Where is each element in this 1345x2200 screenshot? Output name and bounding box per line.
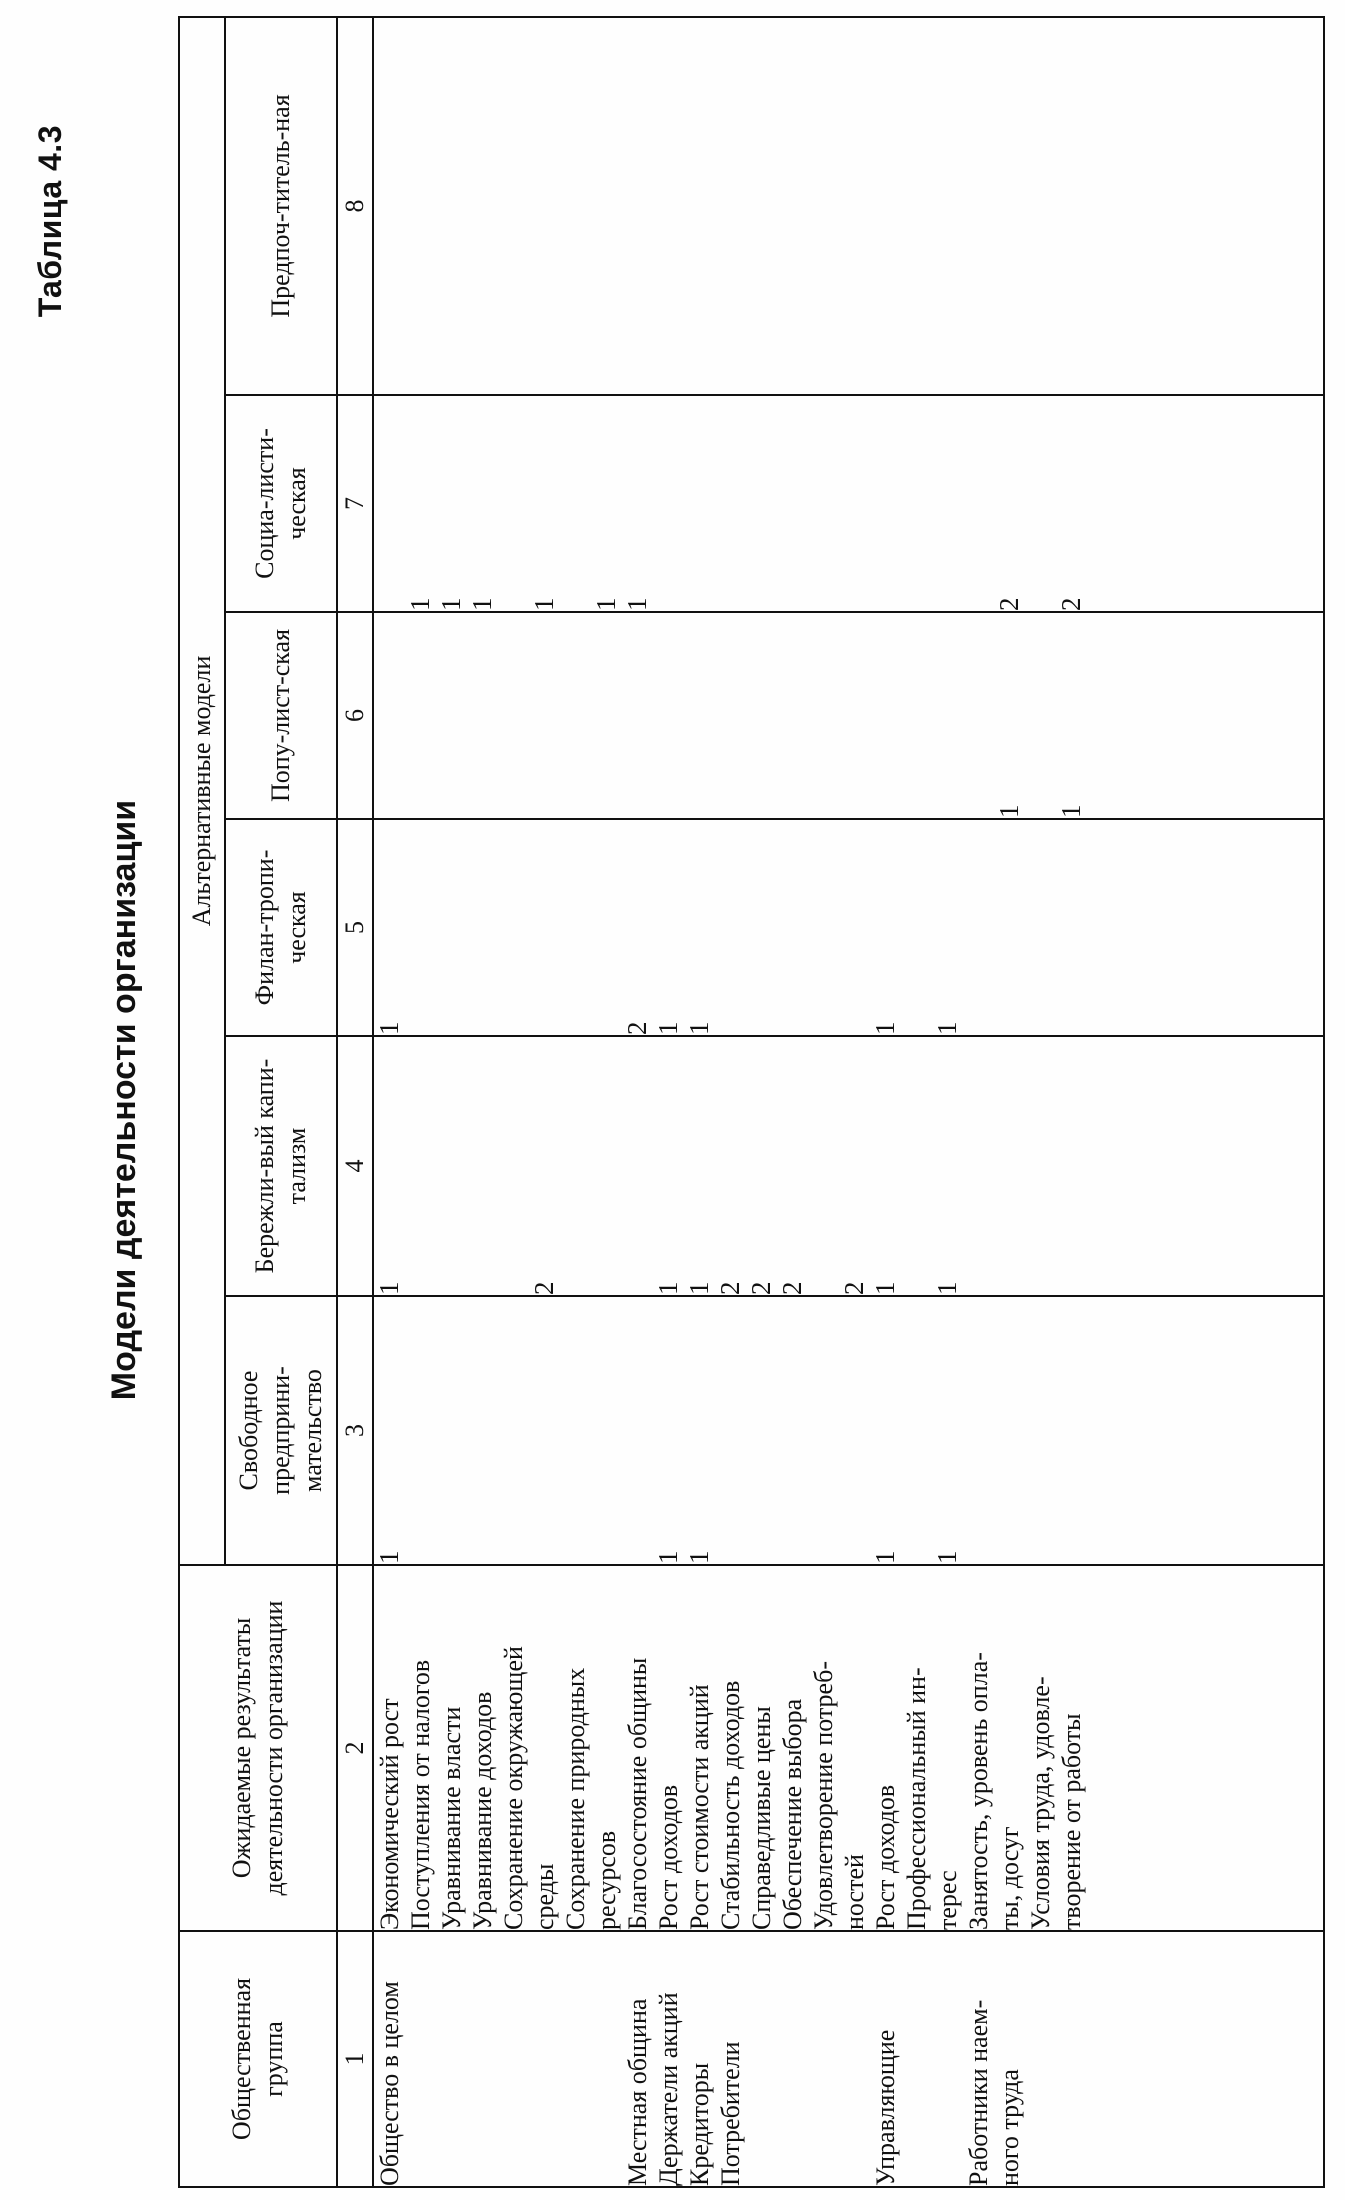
- model-value: [560, 396, 591, 611]
- header-alternative-models: Альтернативные модели: [179, 17, 225, 1565]
- model-value: [777, 18, 808, 394]
- header-model-thrifty-capitalism: Бережли-вый капи-тализм: [225, 1036, 337, 1296]
- model-value: [777, 396, 808, 611]
- model-value: 1: [993, 804, 1024, 818]
- model-value: [994, 1297, 1025, 1564]
- model-value: [684, 613, 715, 818]
- model-value: [901, 18, 932, 394]
- model-value: 1: [931, 1281, 962, 1295]
- model-value: [498, 1037, 529, 1295]
- model-value: 2: [1055, 597, 1086, 611]
- model-value: [963, 18, 994, 394]
- model-value: [746, 613, 777, 818]
- result-line: ностей: [839, 1854, 869, 1930]
- result-line: Сохранение природных: [560, 1667, 590, 1930]
- free-enterprise-values-column: [373, 1296, 1324, 1565]
- model-value: [839, 396, 870, 611]
- model-value: [1025, 613, 1056, 818]
- model-value: [808, 613, 839, 818]
- group-line: Потребители: [715, 2041, 745, 2186]
- model-value: 1: [869, 1550, 900, 1564]
- column-number: 3: [337, 1296, 373, 1565]
- result-line: Уравнивание доходов: [467, 1691, 497, 1930]
- column-number: 6: [337, 612, 373, 819]
- model-value: [808, 820, 839, 1035]
- model-value: [963, 1037, 994, 1295]
- model-value: [839, 613, 870, 818]
- group-line: Работники наем-: [963, 1999, 993, 2186]
- model-value: 1: [1055, 804, 1086, 818]
- group-line: Общество в целом: [374, 1981, 404, 2186]
- model-value: [715, 1297, 746, 1564]
- preferred-values-column: [373, 17, 1324, 395]
- group-line: [405, 1932, 436, 2186]
- model-value: [684, 18, 715, 394]
- result-line: Экономический рост: [374, 1698, 404, 1930]
- model-value: [622, 613, 653, 818]
- model-value: [746, 820, 777, 1035]
- model-value: 1: [404, 597, 435, 611]
- result-line: Обеспечение выбора: [777, 1698, 807, 1930]
- model-value: [1056, 18, 1087, 394]
- model-value: 1: [373, 1550, 404, 1564]
- column-number: 5: [337, 819, 373, 1036]
- result-line: Рост доходов: [653, 1784, 683, 1930]
- model-value: [622, 18, 653, 394]
- model-value: 1: [683, 1550, 714, 1564]
- group-line: [1056, 1932, 1087, 2186]
- header-row-top: [179, 17, 225, 2187]
- model-value: [932, 396, 963, 611]
- header-model-philanthropic: Филан-тропи-ческая: [225, 819, 337, 1036]
- model-value: [963, 820, 994, 1035]
- model-value: [839, 18, 870, 394]
- model-value: [963, 613, 994, 818]
- model-value: [374, 613, 405, 818]
- model-value: [591, 1297, 622, 1564]
- model-value: [498, 820, 529, 1035]
- model-value: [963, 396, 994, 611]
- model-value: [870, 18, 901, 394]
- table-title: Модели деятельности организации: [105, 799, 143, 1401]
- group-line: Кредиторы: [684, 2062, 714, 2186]
- model-value: [467, 1297, 498, 1564]
- result-line: Занятость, уровень опла-: [963, 1652, 993, 1930]
- model-value: 1: [652, 1550, 683, 1564]
- model-value: [591, 613, 622, 818]
- result-line: терес: [932, 1870, 962, 1930]
- group-line: ного труда: [994, 2069, 1024, 2186]
- model-value: [808, 396, 839, 611]
- model-value: 1: [683, 1021, 714, 1035]
- result-line: Уравнивание власти: [436, 1706, 466, 1930]
- model-value: [777, 820, 808, 1035]
- model-value: [746, 1297, 777, 1564]
- model-value: [653, 613, 684, 818]
- model-value: [653, 18, 684, 394]
- socialist-values-column: [373, 395, 1324, 612]
- model-value: [715, 613, 746, 818]
- model-value: 2: [838, 1281, 869, 1295]
- group-line: [1025, 1932, 1056, 2186]
- model-value: [591, 18, 622, 394]
- model-value: [808, 1297, 839, 1564]
- result-line: ресурсов: [591, 1830, 621, 1930]
- model-value: [498, 1297, 529, 1564]
- model-value: [1025, 18, 1056, 394]
- model-value: [901, 1297, 932, 1564]
- result-line: Удовлетворение потреб-: [808, 1661, 838, 1930]
- result-line: Поступления от налогов: [405, 1659, 435, 1930]
- model-value: [1025, 396, 1056, 611]
- group-line: [591, 1932, 622, 2186]
- model-value: [870, 613, 901, 818]
- result-line: ты, досуг: [994, 1826, 1024, 1930]
- result-line: Профессиональный ин-: [901, 1667, 931, 1930]
- model-value: [901, 396, 932, 611]
- model-value: [994, 18, 1025, 394]
- model-value: [994, 1037, 1025, 1295]
- model-value: [405, 1037, 436, 1295]
- model-value: 1: [590, 597, 621, 611]
- model-value: [994, 820, 1025, 1035]
- result-line: Сохранение окружающей: [498, 1646, 528, 1930]
- group-line: [901, 1932, 932, 2186]
- model-value: [839, 1297, 870, 1564]
- model-value: [777, 1297, 808, 1564]
- model-value: [436, 1037, 467, 1295]
- model-value: [467, 1037, 498, 1295]
- model-value: [498, 18, 529, 394]
- model-value: [1056, 1037, 1087, 1295]
- result-line: творение от работы: [1056, 1713, 1086, 1930]
- organization-models-table: [178, 16, 1325, 2188]
- model-value: [560, 18, 591, 394]
- column-number-row: [337, 17, 373, 2187]
- model-value: 1: [466, 597, 497, 611]
- model-value: [529, 820, 560, 1035]
- result-line: Условия труда, удовле-: [1025, 1676, 1055, 1930]
- model-value: [622, 1297, 653, 1564]
- column-number: 1: [337, 1931, 373, 2187]
- header-results: Ожидаемые результаты деятельности организации: [179, 1565, 337, 1931]
- model-value: [467, 820, 498, 1035]
- group-line: Держатели акций: [653, 1992, 683, 2186]
- model-value: 2: [776, 1281, 807, 1295]
- model-value: [746, 396, 777, 611]
- model-value: [777, 613, 808, 818]
- model-value: [1025, 820, 1056, 1035]
- model-value: [622, 1037, 653, 1295]
- header-group: Общественная группа: [179, 1931, 337, 2187]
- group-line: [808, 1932, 839, 2186]
- model-value: [498, 613, 529, 818]
- group-line: [467, 1932, 498, 2186]
- result-line: Рост стоимости акций: [684, 1684, 714, 1930]
- model-value: [932, 613, 963, 818]
- thrifty-capitalism-values-column: [373, 1036, 1324, 1296]
- model-value: 1: [869, 1281, 900, 1295]
- group-line: [932, 1932, 963, 2186]
- model-value: [1025, 1297, 1056, 1564]
- model-value: [529, 1297, 560, 1564]
- header-model-socialist: Социа-листи-ческая: [225, 395, 337, 612]
- model-value: [436, 1297, 467, 1564]
- result-line: среды: [529, 1863, 559, 1930]
- model-value: [467, 613, 498, 818]
- results-column: [373, 1565, 1324, 1931]
- model-value: [963, 1297, 994, 1564]
- model-value: [529, 18, 560, 394]
- model-value: 2: [528, 1281, 559, 1295]
- model-value: 1: [528, 597, 559, 611]
- model-value: [374, 396, 405, 611]
- model-value: [901, 1037, 932, 1295]
- group-line: [529, 1932, 560, 2186]
- group-line: [498, 1932, 529, 2186]
- column-number: 4: [337, 1036, 373, 1296]
- column-number: 7: [337, 395, 373, 612]
- group-line: [777, 1932, 808, 2186]
- model-value: [715, 820, 746, 1035]
- model-value: [436, 820, 467, 1035]
- result-line: Рост доходов: [870, 1784, 900, 1930]
- model-value: [560, 1037, 591, 1295]
- model-value: 1: [621, 597, 652, 611]
- model-value: [405, 820, 436, 1035]
- model-value: [870, 396, 901, 611]
- column-number: 2: [337, 1565, 373, 1931]
- table-caption: Таблица 4.3: [32, 125, 68, 318]
- group-line: [746, 1932, 777, 2186]
- model-value: 2: [621, 1021, 652, 1035]
- model-value: 2: [993, 597, 1024, 611]
- model-value: [405, 1297, 436, 1564]
- model-value: [436, 613, 467, 818]
- group-line: [839, 1932, 870, 2186]
- model-value: 1: [683, 1281, 714, 1295]
- model-value: 1: [652, 1021, 683, 1035]
- model-value: [1056, 1297, 1087, 1564]
- model-value: [808, 1037, 839, 1295]
- header-model-preferred: Предпоч-титель-ная: [225, 17, 337, 395]
- group-line: [560, 1932, 591, 2186]
- model-value: [405, 613, 436, 818]
- result-line: Благосостояние общины: [622, 1657, 652, 1930]
- header-model-free-enterprise: Свободное предприни-мательство: [225, 1296, 337, 1565]
- model-value: 1: [931, 1550, 962, 1564]
- populist-values-column: [373, 612, 1324, 819]
- model-value: [436, 18, 467, 394]
- group-column: [373, 1931, 1324, 2187]
- model-value: [1056, 820, 1087, 1035]
- model-value: [715, 18, 746, 394]
- group-line: [436, 1932, 467, 2186]
- model-value: [591, 820, 622, 1035]
- group-line: Управляющие: [870, 2029, 900, 2186]
- model-value: 1: [652, 1281, 683, 1295]
- model-value: [901, 820, 932, 1035]
- model-value: 2: [714, 1281, 745, 1295]
- model-value: [560, 613, 591, 818]
- result-line: Справедливые цены: [746, 1706, 776, 1930]
- model-value: 1: [435, 597, 466, 611]
- model-value: [839, 820, 870, 1035]
- model-value: 1: [373, 1281, 404, 1295]
- model-value: [901, 613, 932, 818]
- model-value: [746, 18, 777, 394]
- model-value: [808, 18, 839, 394]
- table-body-row: [373, 17, 1324, 2187]
- model-value: [932, 18, 963, 394]
- model-value: [653, 396, 684, 611]
- model-value: 2: [745, 1281, 776, 1295]
- group-line: Местная община: [622, 1998, 652, 2186]
- philanthropic-values-column: [373, 819, 1324, 1036]
- model-value: [715, 396, 746, 611]
- model-value: [467, 18, 498, 394]
- model-value: [529, 613, 560, 818]
- model-value: [591, 1037, 622, 1295]
- model-value: [405, 18, 436, 394]
- model-value: [560, 820, 591, 1035]
- model-value: [684, 396, 715, 611]
- model-value: [374, 18, 405, 394]
- model-value: [1025, 1037, 1056, 1295]
- model-value: [498, 396, 529, 611]
- model-value: 1: [869, 1021, 900, 1035]
- model-value: [560, 1297, 591, 1564]
- column-number: 8: [337, 17, 373, 395]
- model-value: 1: [931, 1021, 962, 1035]
- model-value: 1: [373, 1021, 404, 1035]
- header-model-populist: Попу-лист-ская: [225, 612, 337, 819]
- result-line: Стабильность доходов: [715, 1680, 745, 1930]
